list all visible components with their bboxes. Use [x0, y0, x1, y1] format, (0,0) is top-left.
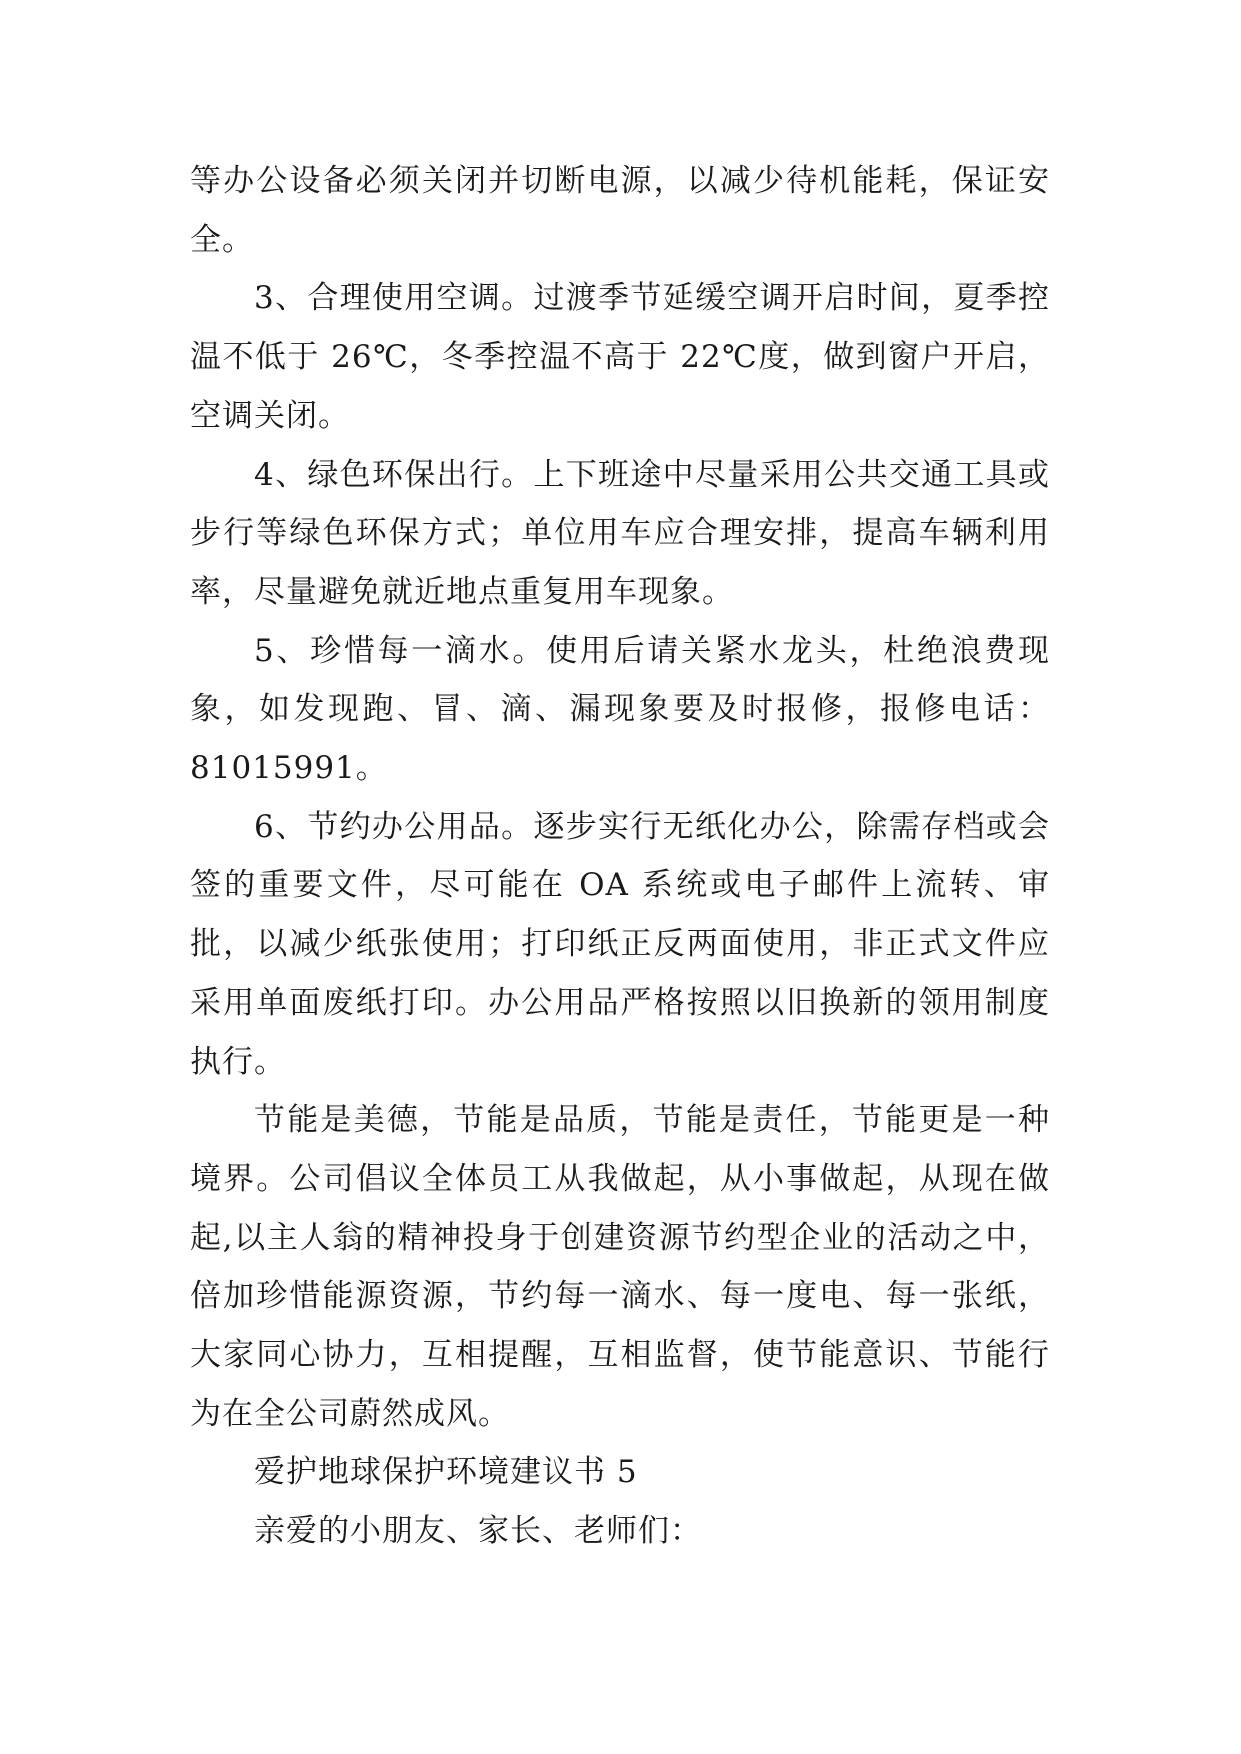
paragraph-4: 5、珍惜每一滴水。使用后请关紧水龙头，杜绝浪费现象，如发现跑、冒、滴、漏现象要及时报修，报修电话：81015991。: [190, 632, 1050, 787]
paragraph-2: 3、合理使用空调。过渡季节延缓空调开启时间，夏季控温不低于 26℃，冬季控温不高于 22℃度，做到窗户开启，空调关闭。: [190, 280, 1050, 434]
section-heading: 爱护地球保护环境建议书 5: [254, 1454, 638, 1491]
paragraph-3: 4、绿色环保出行。上下班途中尽量采用公共交通工具或步行等绿色环保方式；单位用车应合理安排，提高车辆利用率，尽量避免就近地点重复用车现象。: [190, 456, 1050, 610]
paragraph-1: 等办公设备必须关闭并切断电源，以减少待机能耗，保证安全。: [190, 163, 1050, 258]
paragraph-6: 节能是美德，节能是品质，节能是责任，节能更是一种境界。公司倡议全体员工从我做起，从小事做起，从现在做起,以主人翁的精神投身于创建资源节约型企业的活动之中，倍加珍惜能源资源，节约每一滴水、每一度电、每一张纸，大家同心协力，互相提醒，互相监督，使节能意识、节能行为在全公司蔚然成风。: [190, 1102, 1050, 1432]
paragraph-5: 6、节约办公用品。逐步实行无纸化办公，除需存档或会签的重要文件，尽可能在 OA 系统或电子邮件上流转、审批，以减少纸张使用；打印纸正反两面使用，非正式文件应采用单面废纸打印。办公用品严格按照以旧换新的领用制度执行。: [190, 808, 1050, 1080]
salutation: 亲爱的小朋友、家长、老师们：: [254, 1513, 702, 1550]
document-body: [190, 152, 1050, 1561]
